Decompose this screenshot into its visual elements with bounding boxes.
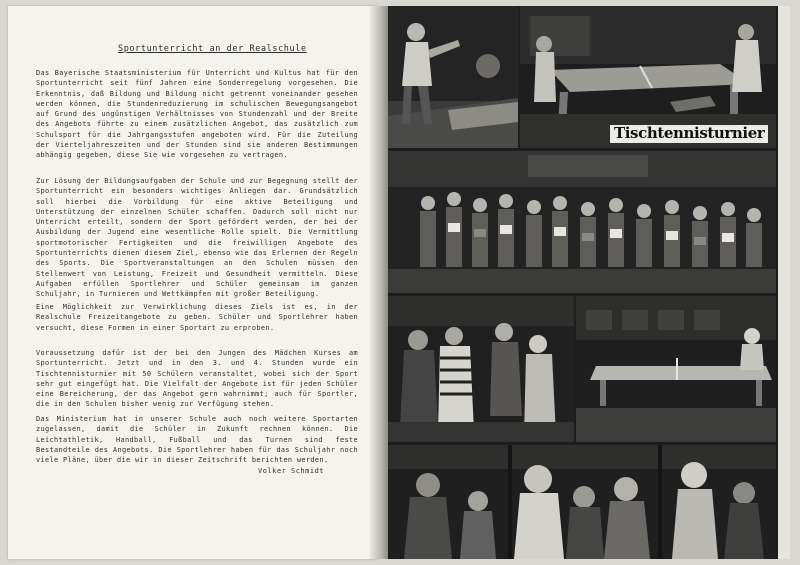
- paragraph-5: Das Ministerium hat in unserer Schule auch noch weitere Sportarten zugelassen, damit die Schüler in Zukunft rechnen können. Die Leichtathletik, Handball, Fußball und das Turnen sind feste Bestandteile des Angebots. Die Sportlehrer haben für das Schuljahr noch viele Pläne, über die wir in dieser Zeitschrift berichten werden.: [36, 415, 358, 465]
- photo-crowd: [388, 445, 776, 559]
- author-signature: Volker Schmidt: [258, 467, 325, 475]
- right-page-edge: [778, 6, 790, 559]
- photo-caption: Tischtennisturnier: [610, 125, 768, 143]
- photo-spectators: [388, 296, 574, 442]
- photo-empty-tables: [576, 296, 776, 442]
- paragraph-4: Voraussetzung dafür ist der bei den Jungen des Mädchen Kurses am Sportunterricht. Jetzt und in den 3. und 4. Stunden wurde ein Tischtennisturnier mit 50 Schülern veranstaltet, wobei sich der Sport sehr gut eingefügt hat. Die Vielfalt der Angebote ist für jeden Schüler eine Bereicherung, der das Angebot gern wahrnimmt; auch für Sportler, die in den Schulen bisher wenig zur Verfügung stehen.: [36, 349, 358, 409]
- left-page: [8, 6, 378, 559]
- page-gutter: [370, 6, 388, 559]
- article-heading: Sportunterricht an der Realschule: [118, 44, 307, 54]
- photo-group-of-students: [388, 151, 776, 293]
- photo-player-serving: [388, 6, 518, 148]
- paragraph-1: Das Bayerische Staatsministerium für Unterricht und Kultus hat für den Sportunterricht seit fünf Jahren eine Sonderregelung vorgesehen. Die Erkenntnis, daß Bildung und Bildung nicht getrennt voneinander gesehen werden können, die Stundenreduzierung im schulischen Bewegungsangebot auf Grund des ungünstigen Verhältnisses von Stundenzahl und der Breite des Angebots führte zu einem zusätzlichen Angebot, das zusätzlich zum Schulsport für die Jahrgangsstufen angeboten wird. Für die Zuteilung der Vierteljahreszeiten und der Stunden sind sie anderen Bestimmungen abhängig gegeben, diese Sie wie vorgesehen zu vertragen.: [36, 69, 358, 160]
- paragraph-2: Zur Lösung der Bildungsaufgaben der Schule und zur Begegnung stellt der Sportunterricht ein besonders wichtiges Anliegen dar. Grundsätzlich soll hierbei die Vorbildung für eine aktive Beteiligung und Unterstützung der einzelnen Schüler schaffen. Dadurch soll nicht nur Unterricht erteilt, sondern der Sport gefördert werden, der bei der Ausbildung der Jugend eine wesentliche Rolle spielt. Die Vermittlung sportmotorischer Fertigkeiten und die freiwilligen Angebote des Sportunterrichts dienen diesem Ziel, ebenso wie das Erlernen der Regeln des Sports. Die Sportveranstaltungen an den Schulen müssen den Stellenwert von Leistung, Freizeit und Gesundheit vermitteln. Diese Aufgaben erfüllen Sportlehrer und Schüler gemeinsam im ganzen Schuljahr, in Turnieren und Wettkämpfen mit großer Beteiligung.: [36, 177, 358, 299]
- right-page: [388, 6, 790, 559]
- paragraph-3: Eine Möglichkeit zur Verwirklichung dieses Ziels ist es, in der Realschule Freizeitangebote zu geben. Schüler und Sportlehrer haben versucht, diese Formen in einer Sportart zu erproben.: [36, 303, 358, 332]
